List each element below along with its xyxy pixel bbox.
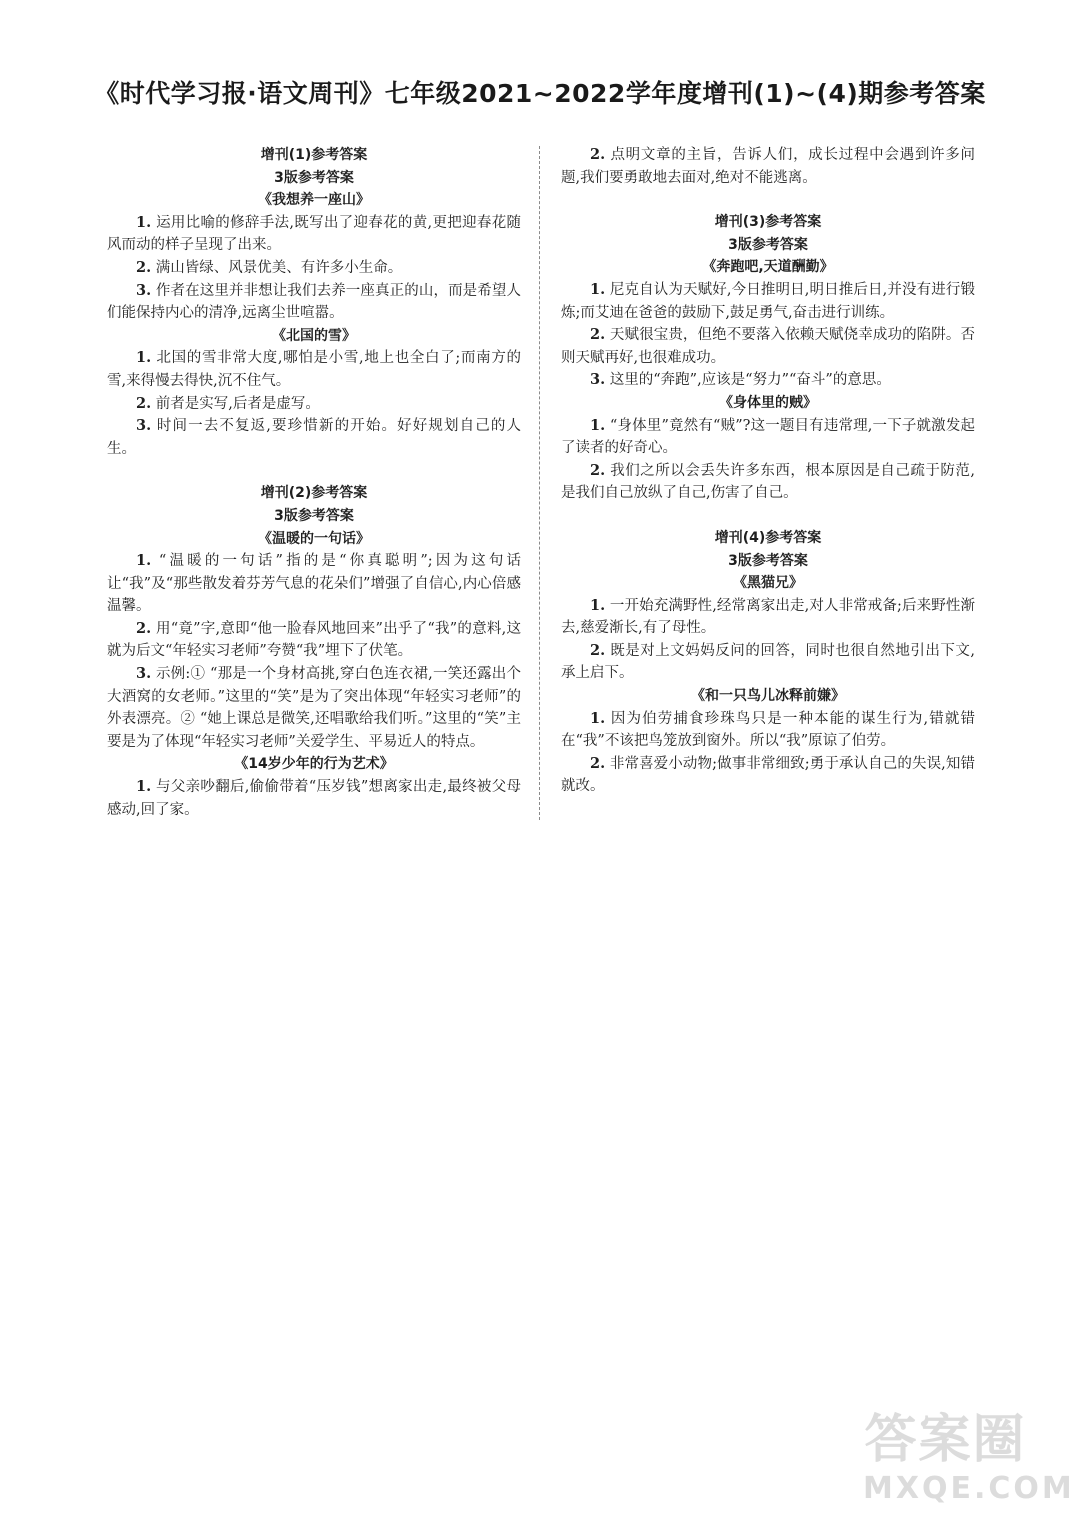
answer-text: 尼克自认为天赋好,今日推明日,明日推后日,并没有进行锻炼;而艾迪在爸爸的鼓励下,鼓足勇气,奋击进行训练。 — [561, 281, 976, 321]
article-title-wo-xiang-yang-yi-zuo-shan: 《我想养一座山》 — [258, 192, 370, 209]
answer-text: 这里的“奔跑”,应该是“努力”“奋斗”的意思。 — [609, 372, 891, 389]
answer-item — [561, 460, 975, 505]
article-title-wen-nuan-de-yi-ju-hua: 《温暖的一句话》 — [258, 530, 370, 547]
answer-item — [561, 279, 975, 324]
answer-number: 2. — [590, 326, 606, 344]
answer-number: 1. — [136, 778, 152, 796]
answer-number: 3. — [136, 417, 152, 435]
answer-text: 满山皆绿、风景优美、有许多小生命。 — [155, 259, 403, 276]
section-subtitle-page-3: 3版参考答案 — [274, 169, 354, 186]
section-subtitle-page-3: 3版参考答案 — [728, 236, 808, 253]
answer-text: 示例:① “那是一个身材高挑,穿白色连衣裙,一笑还露出个大酒窝的女老师。”这里的“笑”是为了突出体现“年轻实习老师”的外表漂亮。② “她上课总是微笑,还唱歌给我们听。”这里的“笑”主要是为了体现“年轻实习老师”关爱学生、平易近人的特点。 — [107, 666, 522, 750]
answer-item — [561, 144, 975, 189]
section-title-supplement-2: 增刊(2)参考答案 — [260, 485, 368, 502]
article-title-bei-guo-de-xue: 《北国的雪》 — [272, 327, 356, 344]
answer-text: 点明文章的主旨，告诉人们，成长过程中会遇到许多问题,我们要勇敢地去面对,绝对不能逃离。 — [561, 147, 975, 186]
answer-text: 用“竟”字,意即“他一脸春风地回来”出乎了“我”的意料,这就为后文“年轻实习老师”夸赞“我”埋下了伏笔。 — [107, 620, 521, 660]
answer-item — [561, 640, 975, 685]
article-title-14-sui-shao-nian: 《14岁少年的行为艺术》 — [234, 756, 394, 773]
section-subtitle-page-3: 3版参考答案 — [728, 552, 808, 569]
right-column — [561, 144, 975, 798]
answer-text: 前者是实写,后者是虚写。 — [155, 395, 320, 412]
answer-number: 3. — [136, 281, 152, 299]
answer-item — [107, 663, 521, 753]
column-divider — [539, 146, 540, 820]
answer-number: 2. — [590, 146, 606, 163]
answer-text: “身体里”竟然有“贼”?这一题目有违常理,一下子就激发起了读者的好奇心。 — [561, 417, 975, 457]
section-title-supplement-1: 增刊(1)参考答案 — [260, 147, 368, 163]
answer-item — [107, 415, 521, 460]
answer-text: 与父亲吵翻后,偷偷带着“压岁钱”想离家出走,最终被父母感动,回了家。 — [107, 779, 522, 818]
section-title-supplement-4: 增刊(4)参考答案 — [714, 529, 822, 546]
answer-text: 既是对上文妈妈反问的回答，同时也很自然地引出下文,承上启下。 — [561, 642, 976, 682]
left-column — [107, 144, 521, 821]
answer-text: 北国的雪非常大度,哪怕是小雪,地上也全白了;而南方的雪,来得慢去得快,沉不住气。 — [107, 350, 522, 389]
article-title-hei-mao-xiong: 《黑猫兄》 — [733, 575, 803, 592]
answer-text: 一开始充满野性,经常离家出走,对人非常戒备;后来野性渐去,慈爱渐长,有了母性。 — [561, 597, 976, 637]
answer-number: 2. — [136, 394, 152, 412]
answer-item — [561, 415, 975, 460]
section-title-supplement-3: 增刊(3)参考答案 — [714, 214, 822, 231]
answer-number: 1. — [136, 552, 152, 570]
watermark-text-top: 答案圈 — [864, 1410, 1027, 1470]
answer-number: 2. — [590, 754, 606, 772]
answer-item — [107, 257, 521, 280]
answer-item — [561, 369, 975, 392]
answer-text: 非常喜爱小动物;做事非常细致;勇于承认自己的失误,知错就改。 — [561, 755, 975, 795]
page-title: 《时代学习报·语文周刊》七年级2021~2022学年度增刊(1)~(4)期参考答案 — [94, 79, 986, 108]
answer-number: 1. — [590, 280, 606, 298]
answer-number: 1. — [590, 709, 606, 727]
answer-text: “温暖的一句话”指的是“你真聪明”;因为这句话让“我”及“那些散发着芬芳气息的花朵们”增强了自信心,内心倍感温馨。 — [107, 553, 521, 615]
answer-item — [107, 393, 521, 416]
answer-number: 1. — [590, 416, 606, 434]
answer-text: 运用比喻的修辞手法,既写出了迎春花的黄,更把迎春花随风而动的样子呈现了出来。 — [107, 214, 522, 254]
answer-item — [561, 595, 975, 640]
answer-item — [561, 753, 975, 798]
answer-item — [107, 550, 521, 618]
answer-text: 天赋很宝贵，但绝不要落入依赖天赋侥幸成功的陷阱。否则天赋再好,也很难成功。 — [561, 327, 976, 366]
answer-number: 2. — [590, 461, 606, 479]
answer-number: 2. — [590, 641, 606, 659]
answer-number: 3. — [136, 665, 152, 683]
answer-item — [107, 347, 521, 392]
answer-number: 3. — [590, 371, 606, 389]
answer-item — [107, 618, 521, 663]
answer-item — [107, 212, 521, 257]
watermark-text-bottom: MXQE.COM — [863, 1471, 1075, 1506]
answer-text: 因为伯劳捕食珍珠鸟只是一种本能的谋生行为,错就错在“我”不该把鸟笼放到窗外。所以“我”原谅了伯劳。 — [561, 710, 976, 750]
answer-number: 1. — [590, 596, 606, 614]
article-title-shen-ti-li-de-zei: 《身体里的贼》 — [719, 394, 817, 411]
answer-number: 1. — [136, 213, 152, 231]
section-subtitle-page-3: 3版参考答案 — [274, 507, 354, 524]
answer-number: 2. — [136, 619, 152, 637]
answer-number: 2. — [136, 258, 152, 276]
answer-item — [107, 776, 521, 821]
answer-item — [561, 708, 975, 753]
answer-item — [107, 280, 521, 325]
watermark-logo — [863, 1409, 1075, 1521]
answer-number: 1. — [136, 349, 152, 367]
answer-text: 时间一去不复返,要珍惜新的开始。好好规划自己的人生。 — [107, 418, 522, 457]
answer-text: 作者在这里并非想让我们去养一座真正的山，而是希望人们能保持内心的清净,远离尘世喧嚣。 — [107, 282, 522, 322]
article-title-he-yi-zhi-niao-er: 《和一只鸟儿冰释前嫌》 — [691, 688, 845, 705]
answer-text: 我们之所以会丢失许多东西，根本原因是自己疏于防范,是我们自己放纵了自己,伤害了自己。 — [561, 462, 976, 502]
article-title-ben-pao-ba: 《奔跑吧,天道酬勤》 — [702, 259, 834, 276]
answer-item — [561, 324, 975, 369]
